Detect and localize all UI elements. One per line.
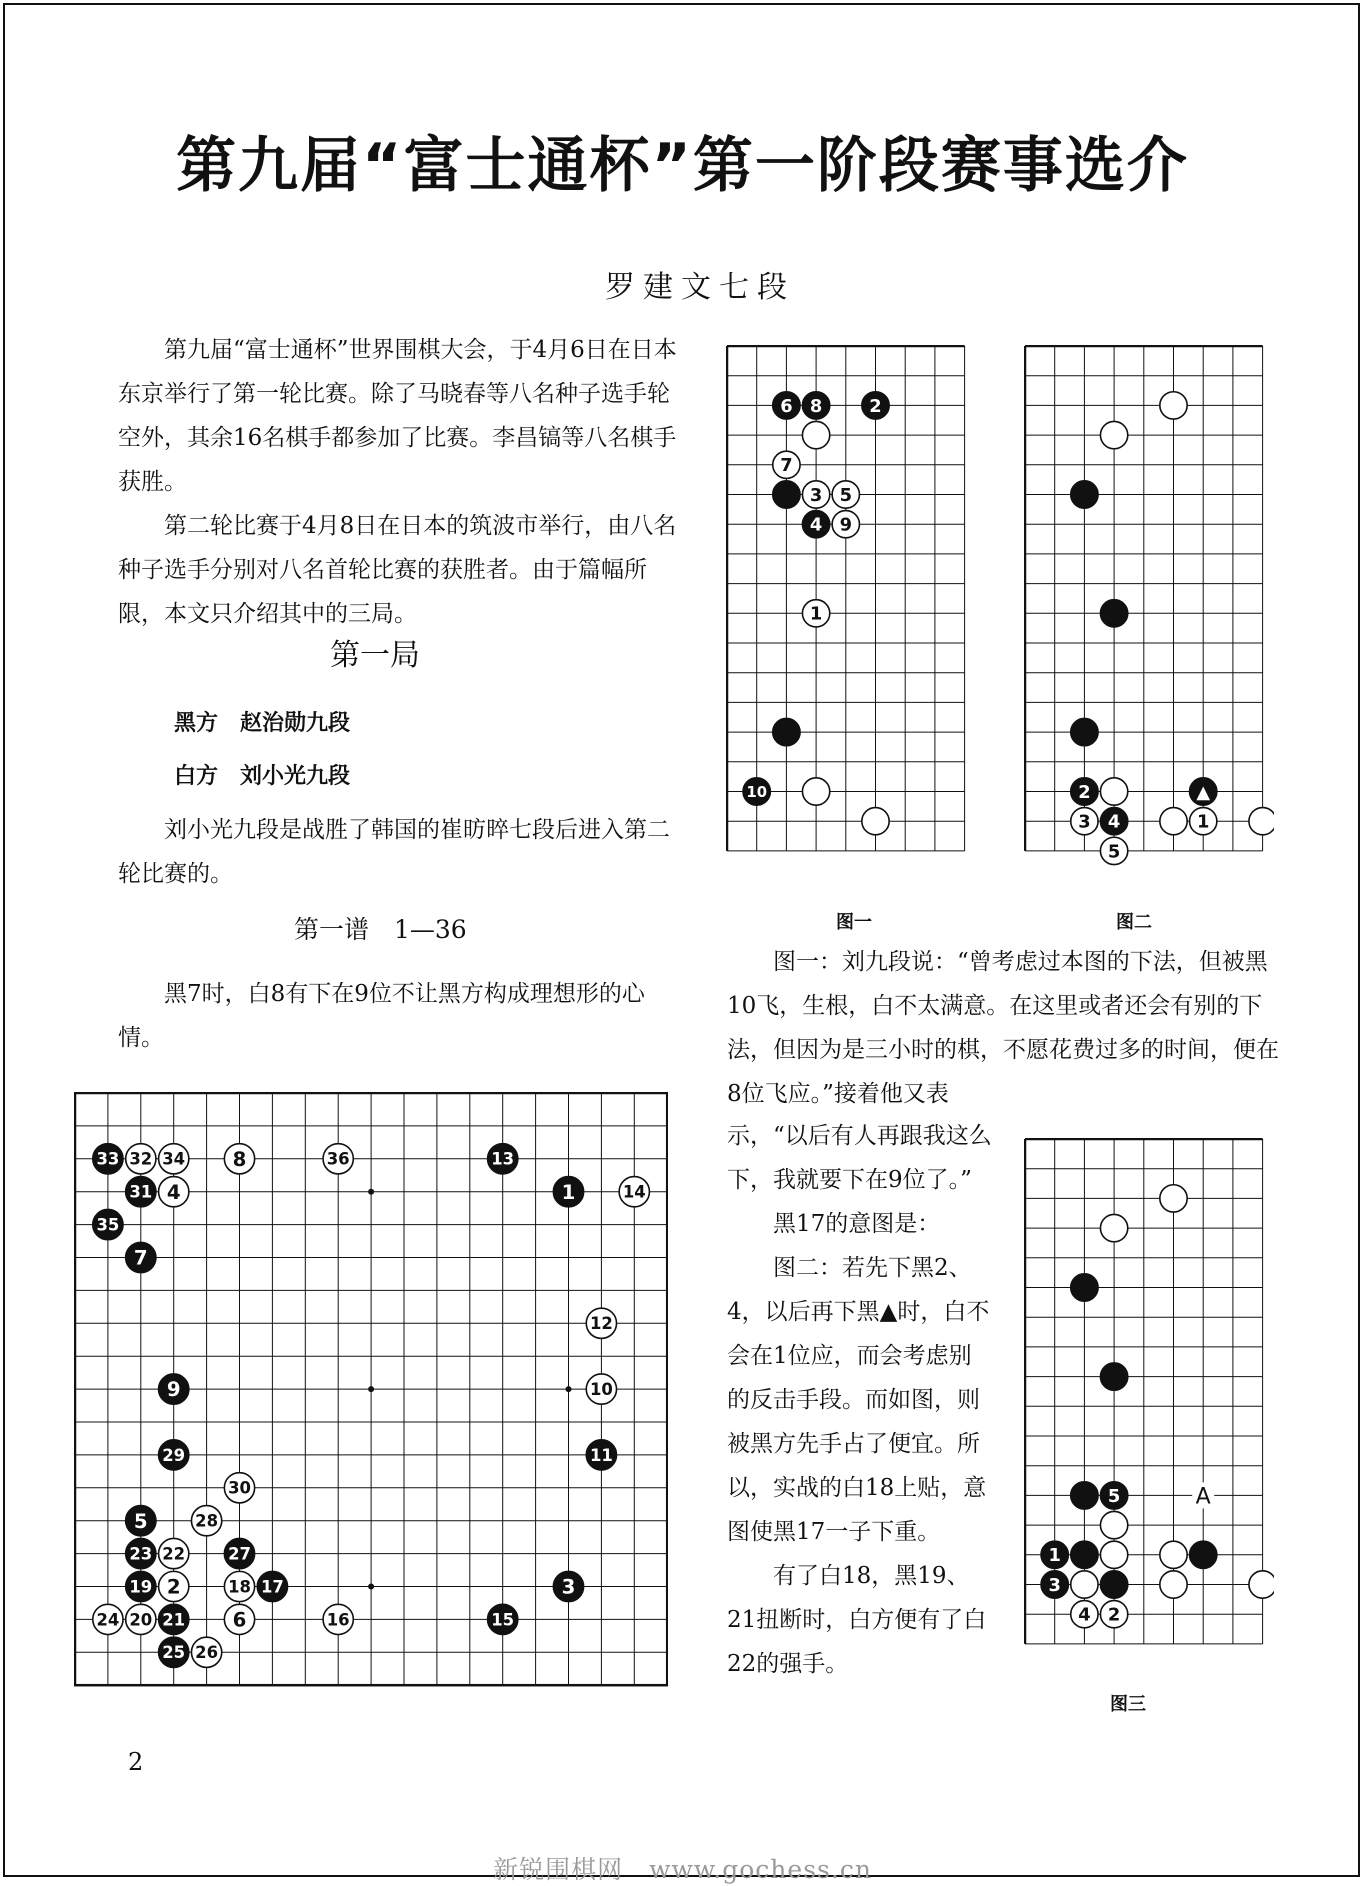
author-byline: 罗建文七段 xyxy=(605,270,795,305)
move-number: 3 xyxy=(1078,811,1091,833)
white-stone xyxy=(802,778,829,805)
white-stone xyxy=(1100,1541,1127,1568)
move-number: ▲ xyxy=(1196,781,1211,803)
move-number: 8 xyxy=(809,395,823,417)
move-number: 20 xyxy=(129,1610,153,1630)
move-number: 16 xyxy=(326,1610,350,1630)
move-number: 28 xyxy=(195,1511,219,1531)
black-stone xyxy=(1100,1363,1127,1390)
star-point xyxy=(368,1386,374,1392)
move-number: 17 xyxy=(260,1577,284,1597)
right-paragraph-1-cont: 示，“以后有人再跟我这么下，我就要下在9位了。” xyxy=(727,1123,992,1193)
move-number: 27 xyxy=(228,1544,251,1564)
move-number: 5 xyxy=(133,1509,148,1533)
right-narrow-column xyxy=(727,1114,992,1686)
white-stone xyxy=(802,421,829,448)
right-paragraph-1-text: 图一：刘九段说：“曾考虑过本图的下法，但被黑10飞，生根，白不太满意。在这里或者还会有别的下法，但因为是三小时的棋，不愿花费过多的时间，便在8位飞应。”接着他又表 xyxy=(727,949,1279,1107)
move-number: 24 xyxy=(96,1610,120,1630)
move-number: 23 xyxy=(129,1544,153,1564)
black-stone xyxy=(1100,600,1127,627)
move-number: 5 xyxy=(839,484,853,506)
figure-3-board xyxy=(1024,1138,1274,1663)
page-number: 2 xyxy=(128,1748,144,1776)
move-number: 4 xyxy=(1107,811,1121,833)
star-point xyxy=(566,1386,572,1392)
main-go-board xyxy=(74,1092,668,1688)
figure-2-board xyxy=(1024,345,1274,870)
move-number: 4 xyxy=(1078,1604,1091,1626)
move-number: 21 xyxy=(162,1610,186,1630)
black-stone xyxy=(1071,718,1098,745)
footer-watermark: 新锐围棋网 www.gochess.cn xyxy=(493,1855,872,1884)
move-number: 1 xyxy=(809,603,823,625)
move-number: 12 xyxy=(589,1314,613,1334)
black-stone xyxy=(773,481,800,508)
right-paragraph-2: 黑17的意图是： xyxy=(773,1211,941,1237)
move-number: 25 xyxy=(162,1643,186,1663)
move-number: 36 xyxy=(326,1149,350,1169)
white-stone xyxy=(1160,1541,1187,1568)
move-number: 18 xyxy=(228,1577,251,1597)
black-stone xyxy=(1190,1541,1217,1568)
move-number: 8 xyxy=(232,1147,247,1171)
white-stone xyxy=(1160,392,1187,419)
white-stone xyxy=(862,808,889,835)
white-player: 白方 刘小光九段 xyxy=(174,764,351,789)
move-number: 35 xyxy=(96,1215,120,1235)
white-stone xyxy=(1100,1214,1127,1241)
white-stone xyxy=(1160,1185,1187,1212)
figure-3-caption: 图三 xyxy=(1110,1694,1146,1715)
move-number: 13 xyxy=(491,1149,515,1169)
move-number: 32 xyxy=(129,1149,153,1169)
move-number: 6 xyxy=(232,1608,247,1632)
move-number: 3 xyxy=(561,1575,576,1599)
move-number: 31 xyxy=(129,1182,153,1202)
white-stone xyxy=(1100,1511,1127,1538)
game-note xyxy=(118,808,678,896)
white-stone xyxy=(1249,1571,1274,1598)
move-number: 2 xyxy=(869,395,882,417)
move-number: 29 xyxy=(162,1445,186,1465)
intro-paragraph-2: 第二轮比赛于4月8日在日本的筑波市举行，由八名种子选手分别对八名首轮比赛的获胜者。由于篇幅所限，本文只介绍其中的三局。 xyxy=(118,513,677,627)
figure-1-board xyxy=(726,345,974,870)
figure-1-caption: 图一 xyxy=(836,912,872,933)
black-stone xyxy=(1071,481,1098,508)
white-stone xyxy=(1249,808,1274,835)
move-number: 22 xyxy=(162,1544,186,1564)
move-number: 9 xyxy=(166,1378,181,1402)
move-number: 9 xyxy=(839,514,853,536)
white-stone xyxy=(1160,1571,1187,1598)
move-number: 2 xyxy=(1107,1604,1121,1626)
white-stone xyxy=(1100,778,1127,805)
intro-text xyxy=(118,328,678,636)
right-paragraph-1 xyxy=(727,940,1280,1116)
intro-paragraph-1: 第九届“富士通杯”世界围棋大会，于4月6日在日本东京举行了第一轮比赛。除了马晓春等八名种子选手轮空外，其余16名棋手都参加了比赛。李昌镐等八名棋手获胜。 xyxy=(118,337,677,495)
move-number: 3 xyxy=(1048,1574,1061,1596)
move-number: 10 xyxy=(589,1380,613,1400)
white-stone xyxy=(1100,421,1127,448)
black-stone xyxy=(1071,1274,1098,1301)
move-number: 10 xyxy=(746,782,768,801)
game-note-text: 刘小光九段是战胜了韩国的崔昉晬七段后进入第二轮比赛的。 xyxy=(118,817,670,887)
black-player: 黑方 赵治勋九段 xyxy=(174,711,351,736)
right-paragraph-4: 有了白18，黑19、21扭断时，白方便有了白22的强手。 xyxy=(727,1563,987,1677)
black-stone xyxy=(773,718,800,745)
move-number: 6 xyxy=(780,395,793,417)
white-stone xyxy=(1071,1571,1098,1598)
record-heading: 第一谱 1—36 xyxy=(294,915,467,944)
move-number: 15 xyxy=(491,1610,515,1630)
black-stone xyxy=(1071,1482,1098,1509)
move-number: 1 xyxy=(561,1180,576,1204)
move-number: 7 xyxy=(780,455,793,477)
record-note xyxy=(118,972,678,1060)
figure-2-caption: 图二 xyxy=(1116,912,1152,933)
star-point xyxy=(368,1189,374,1195)
move-number: 7 xyxy=(133,1246,148,1270)
game-heading: 第一局 xyxy=(330,638,420,673)
move-number: 2 xyxy=(166,1575,181,1599)
move-number: 4 xyxy=(166,1180,181,1204)
move-number: 3 xyxy=(809,484,823,506)
label-a: A xyxy=(1195,1484,1211,1510)
move-number: 11 xyxy=(589,1445,613,1465)
star-point xyxy=(368,1584,374,1590)
move-number: 5 xyxy=(1107,841,1121,863)
black-stone xyxy=(1071,1541,1098,1568)
move-number: 1 xyxy=(1196,811,1210,833)
record-note-text: 黑7时，白8有下在9位不让黑方构成理想形的心情。 xyxy=(118,981,645,1051)
move-number: 5 xyxy=(1107,1485,1121,1507)
white-stone xyxy=(1160,808,1187,835)
move-number: 33 xyxy=(96,1149,120,1169)
move-number: 30 xyxy=(228,1478,251,1498)
move-number: 19 xyxy=(129,1577,153,1597)
move-number: 34 xyxy=(162,1149,186,1169)
move-number: 2 xyxy=(1078,781,1091,803)
move-number: 4 xyxy=(809,514,823,536)
move-number: 1 xyxy=(1048,1545,1061,1567)
move-number: 26 xyxy=(195,1643,219,1663)
black-stone xyxy=(1100,1571,1127,1598)
move-number: 14 xyxy=(622,1182,646,1202)
page-title: 第九届“富士通杯”第一阶段赛事选介 xyxy=(176,131,1189,201)
right-paragraph-3: 图二：若先下黑2、4，以后再下黑▲时，白不会在1位应，而会考虑别的反击手段。而如图，则被黑方先手占了便宜。所以，实战的白18上贴，意图使黑17一子下重。 xyxy=(727,1255,990,1545)
